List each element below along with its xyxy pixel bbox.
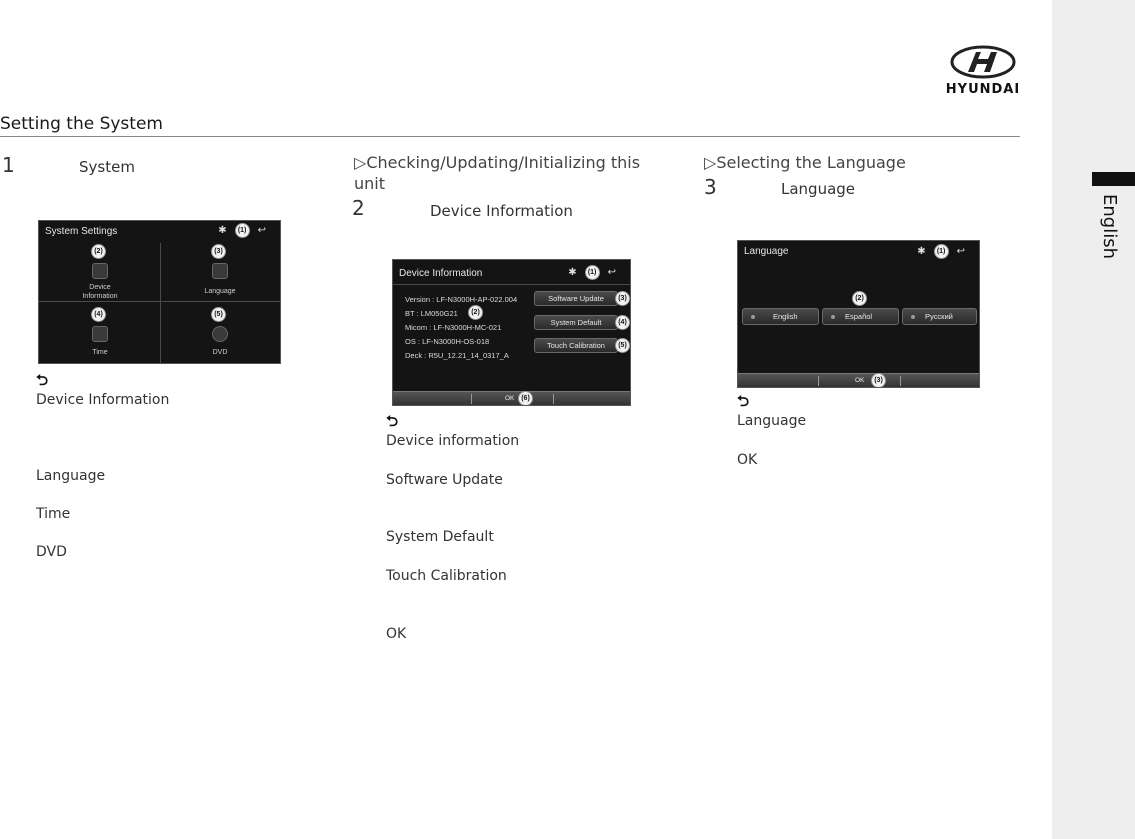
brand-logo: [942, 45, 1024, 95]
disc-icon[interactable]: [212, 326, 228, 342]
tile-label-time[interactable]: Time: [92, 349, 108, 356]
back-icon[interactable]: ↩: [607, 267, 616, 278]
bar-divider: [818, 376, 819, 386]
system-default-button[interactable]: System Default: [534, 315, 618, 330]
screen-title: System Settings: [45, 226, 118, 237]
bar-divider: [553, 394, 554, 404]
callout-badge: (5): [615, 338, 630, 353]
list-item: Device information: [386, 433, 520, 449]
list-item: Language: [737, 413, 807, 429]
list-item: OK: [386, 626, 407, 642]
screen-title: Language: [744, 246, 789, 257]
software-update-button[interactable]: Software Update: [534, 291, 618, 306]
step-number: 1: [2, 153, 15, 177]
list-item: Time: [36, 506, 71, 522]
sub-heading: ▷Checking/Updating/Initializing this unit: [354, 153, 641, 193]
language-option-espanol[interactable]: Español: [822, 308, 899, 325]
language-screen: [737, 240, 980, 388]
list-item: OK: [737, 452, 758, 468]
tile-label-dvd[interactable]: DVD: [212, 349, 228, 356]
section-divider: [0, 136, 1020, 137]
os-line: OS : LF-N3000H-OS-018: [405, 337, 490, 346]
bottom-bar: [738, 373, 979, 387]
list-item: Touch Calibration: [386, 568, 507, 584]
touch-calibration-button[interactable]: Touch Calibration: [534, 338, 618, 353]
callout-badge: (2): [468, 305, 483, 320]
screen-status-icons: [917, 244, 965, 259]
callout-badge: (6): [518, 391, 533, 406]
step-number: 3: [704, 175, 717, 199]
language-icon[interactable]: [212, 263, 228, 279]
bottom-bar: [393, 391, 630, 405]
tile-label-language[interactable]: Language: [204, 288, 236, 295]
bluetooth-icon: ✱: [218, 225, 227, 236]
tile-label-device-information[interactable]: Device Information: [82, 284, 118, 300]
side-tab-marker: [1092, 172, 1135, 186]
bt-line: BT : LM050G21: [405, 309, 458, 318]
triangle-icon: ▷: [354, 153, 367, 172]
language-option-english[interactable]: English: [742, 308, 819, 325]
callout-badge: (4): [91, 307, 106, 322]
bar-divider: [471, 394, 472, 404]
back-icon[interactable]: ↩: [257, 225, 266, 236]
section-title: Setting the System: [0, 114, 163, 134]
header-divider: [393, 284, 630, 285]
version-line: Version : LF-N3000H-AP-022.004: [405, 295, 518, 304]
callout-badge: (1): [585, 265, 600, 280]
step-keyword: Device Information: [430, 202, 573, 220]
back-icon[interactable]: ↩: [956, 246, 965, 257]
back-symbol-icon: ⮌: [386, 412, 399, 430]
screen-status-icons: [218, 223, 266, 238]
triangle-icon: ▷: [704, 153, 717, 172]
bar-divider: [900, 376, 901, 386]
bluetooth-icon: ✱: [568, 267, 577, 278]
callout-badge: (1): [934, 244, 949, 259]
step-keyword: Language: [781, 180, 856, 198]
callout-badge: (2): [852, 291, 867, 306]
callout-badge: (5): [211, 307, 226, 322]
side-tab-label: English: [1098, 193, 1120, 259]
callout-badge: (4): [615, 315, 630, 330]
list-item: System Default: [386, 529, 494, 545]
list-item: Language: [36, 468, 106, 484]
list-item: Device Information: [36, 392, 170, 408]
screen-title: Device Information: [399, 268, 483, 279]
sub-heading: ▷Selecting the Language: [704, 153, 906, 172]
back-symbol-icon: ⮌: [36, 371, 49, 389]
ok-button[interactable]: OK: [855, 377, 865, 384]
side-tab-language: [1094, 186, 1124, 266]
device-information-screen: [392, 259, 631, 406]
back-symbol-icon: ⮌: [737, 392, 750, 410]
radio-icon: [831, 315, 835, 319]
radio-icon: [751, 315, 755, 319]
system-settings-screen: [38, 220, 281, 364]
side-band: [1052, 0, 1135, 839]
radio-icon: [911, 315, 915, 319]
step-keyword: System: [79, 158, 135, 176]
callout-badge: (3): [211, 244, 226, 259]
list-item: Software Update: [386, 472, 503, 488]
hyundai-emblem-icon: [950, 45, 1016, 79]
language-option-russian[interactable]: Русский: [902, 308, 977, 325]
callout-badge: (1): [235, 223, 250, 238]
step-number: 2: [352, 196, 365, 220]
brand-wordmark: HYUNDAI: [945, 82, 1021, 97]
callout-badge: (3): [871, 373, 886, 388]
screen-status-icons: [568, 265, 616, 280]
list-item: DVD: [36, 544, 67, 560]
grid-divider: [160, 243, 161, 363]
callout-badge: (3): [615, 291, 630, 306]
callout-badge: (2): [91, 244, 106, 259]
deck-line: Deck : R5U_12.21_14_0317_A: [405, 351, 509, 360]
info-icon[interactable]: [92, 263, 108, 279]
clock-icon[interactable]: [92, 326, 108, 342]
micom-line: Micom : LF-N3000H-MC-021: [405, 323, 502, 332]
bluetooth-icon: ✱: [917, 246, 926, 257]
ok-button[interactable]: OK: [505, 395, 515, 402]
